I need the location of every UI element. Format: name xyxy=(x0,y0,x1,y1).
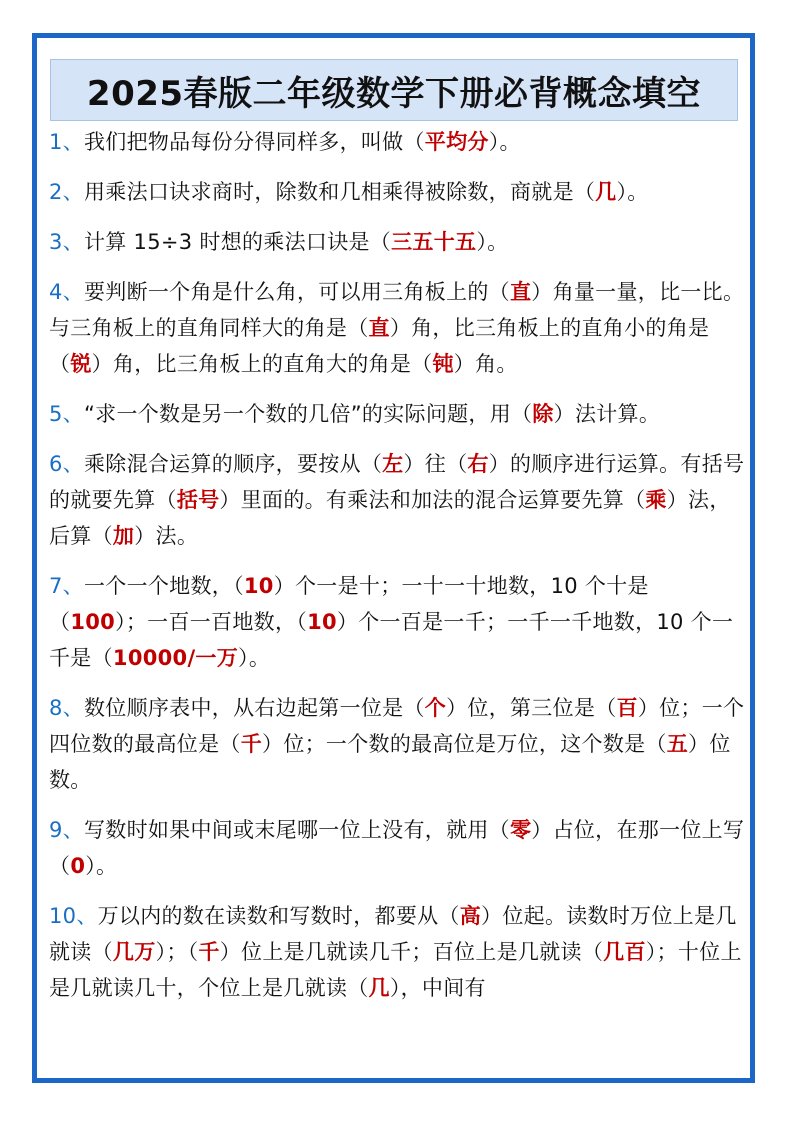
answer-text: 千 xyxy=(240,732,263,756)
question-text: ）位数。 xyxy=(49,732,731,792)
question-item xyxy=(49,568,745,676)
answer-text: 100 xyxy=(70,610,116,634)
question-text: ）。 xyxy=(616,180,649,204)
answer-text: 几百 xyxy=(603,940,646,964)
question-number: 7、 xyxy=(49,574,84,598)
question-text: ）。 xyxy=(476,230,509,254)
page-title: 2025春版二年级数学下册必背概念填空 xyxy=(86,73,702,114)
answer-text: 10000/一万 xyxy=(112,646,239,670)
question-number: 8、 xyxy=(49,696,84,720)
question-number: 2、 xyxy=(49,180,84,204)
question-text: 我们把物品每份分得同样多，叫做（ xyxy=(83,130,425,154)
question-text: ）个一是十；一十一十地数，10 个十是（ xyxy=(49,574,649,634)
question-item xyxy=(49,396,745,432)
question-item xyxy=(49,174,745,210)
question-number: 4、 xyxy=(49,280,84,304)
answer-text: 几 xyxy=(595,180,617,204)
answer-text: 0 xyxy=(70,854,86,878)
question-text: ），中间有 xyxy=(389,976,486,1000)
answer-text: 百 xyxy=(616,696,638,720)
question-number: 3、 xyxy=(49,230,84,254)
answer-text: 千 xyxy=(198,940,220,964)
answer-text: 几 xyxy=(368,976,390,1000)
question-text: 乘除混合运算的顺序，要按从（ xyxy=(83,452,383,476)
question-text: “求一个数是另一个数的几倍”的实际问题，用（ xyxy=(83,402,533,426)
answer-text: 除 xyxy=(532,402,554,426)
question-list xyxy=(49,124,745,1020)
answer-text: 直 xyxy=(368,316,390,340)
answer-text: 钝 xyxy=(432,352,454,376)
question-text: ）位；一个四位数的最高位是（ xyxy=(49,696,745,756)
answer-text: 高 xyxy=(459,904,482,928)
question-text: 数位顺序表中，从右边起第一位是（ xyxy=(83,696,425,720)
question-text: ）占位，在那一位上写（ xyxy=(49,818,745,878)
title-banner xyxy=(50,59,738,121)
question-number: 1、 xyxy=(49,130,84,154)
question-item xyxy=(49,812,745,884)
question-item xyxy=(49,690,745,798)
question-text: 写数时如果中间或末尾哪一位上没有，就用（ xyxy=(83,818,510,842)
question-text: ）位，第三位是（ xyxy=(446,696,617,720)
answer-text: 括号 xyxy=(176,488,220,512)
answer-text: 个 xyxy=(424,696,447,720)
question-text: ）的顺序进行运算。有括号的就要先算（ xyxy=(49,452,745,512)
answer-text: 加 xyxy=(112,524,135,548)
question-number: 10、 xyxy=(49,904,98,928)
question-item xyxy=(49,898,745,1006)
answer-text: 零 xyxy=(509,818,532,842)
question-number: 6、 xyxy=(49,452,84,476)
question-text: 一个一个地数，（ xyxy=(83,574,244,598)
question-text: ）角，比三角板上的直角大的角是（ xyxy=(91,352,433,376)
question-text: ）。 xyxy=(85,854,118,878)
question-text: 用乘法口诀求商时，除数和几相乘得被除数，商就是（ xyxy=(83,180,596,204)
question-text: ）位；一个数的最高位是万位，这个数是（ xyxy=(262,732,667,756)
answer-text: 直 xyxy=(509,280,532,304)
question-text: ）。 xyxy=(488,130,521,154)
question-text: ）角量一量，比一比。与三角板上的直角同样大的角是（ xyxy=(49,280,745,340)
question-item xyxy=(49,274,745,382)
question-text: ）角，比三角板上的直角小的角是（ xyxy=(49,316,710,376)
question-text: ）个一百是一千；一千一千地数，10 个一千是（ xyxy=(49,610,734,670)
answer-text: 乘 xyxy=(645,488,667,512)
question-number: 5、 xyxy=(49,402,84,426)
answer-text: 10 xyxy=(243,574,274,598)
answer-text: 右 xyxy=(467,452,489,476)
answer-text: 五 xyxy=(666,732,689,756)
answer-text: 10 xyxy=(307,610,337,634)
question-text: ）里面的。有乘法和加法的混合运算要先算（ xyxy=(219,488,646,512)
question-item xyxy=(49,446,745,554)
answer-text: 平均分 xyxy=(424,130,489,154)
question-text: ）位起。读数时万位上是几就读（ xyxy=(49,904,737,964)
question-text: ）；一百一百地数，（ xyxy=(115,610,308,634)
question-text: 要判断一个角是什么角，可以用三角板上的（ xyxy=(83,280,510,304)
question-item xyxy=(49,124,745,160)
question-text: ）法计算。 xyxy=(553,402,661,426)
question-number: 9、 xyxy=(49,818,84,842)
answer-text: 锐 xyxy=(70,352,92,376)
question-text: ）。 xyxy=(238,646,271,670)
question-text: 计算 15÷3 时想的乘法口诀是（ xyxy=(83,230,392,254)
question-text: 万以内的数在读数和写数时，都要从（ xyxy=(97,904,460,928)
question-text: ）角。 xyxy=(453,352,518,376)
question-item xyxy=(49,224,745,260)
answer-text: 三五十五 xyxy=(391,230,477,254)
question-text: ）；（ xyxy=(155,940,199,964)
answer-text: 几万 xyxy=(112,940,156,964)
answer-text: 左 xyxy=(382,452,404,476)
question-text: ）位上是几就读几千；百位上是几就读（ xyxy=(219,940,604,964)
question-text: ）；十位上是几就读几十，个位上是几就读（ xyxy=(49,940,742,1000)
page-frame xyxy=(32,33,755,1083)
question-text: ）法。 xyxy=(134,524,199,548)
question-text: ）往（ xyxy=(403,452,468,476)
question-text: ）法，后算（ xyxy=(49,488,731,548)
